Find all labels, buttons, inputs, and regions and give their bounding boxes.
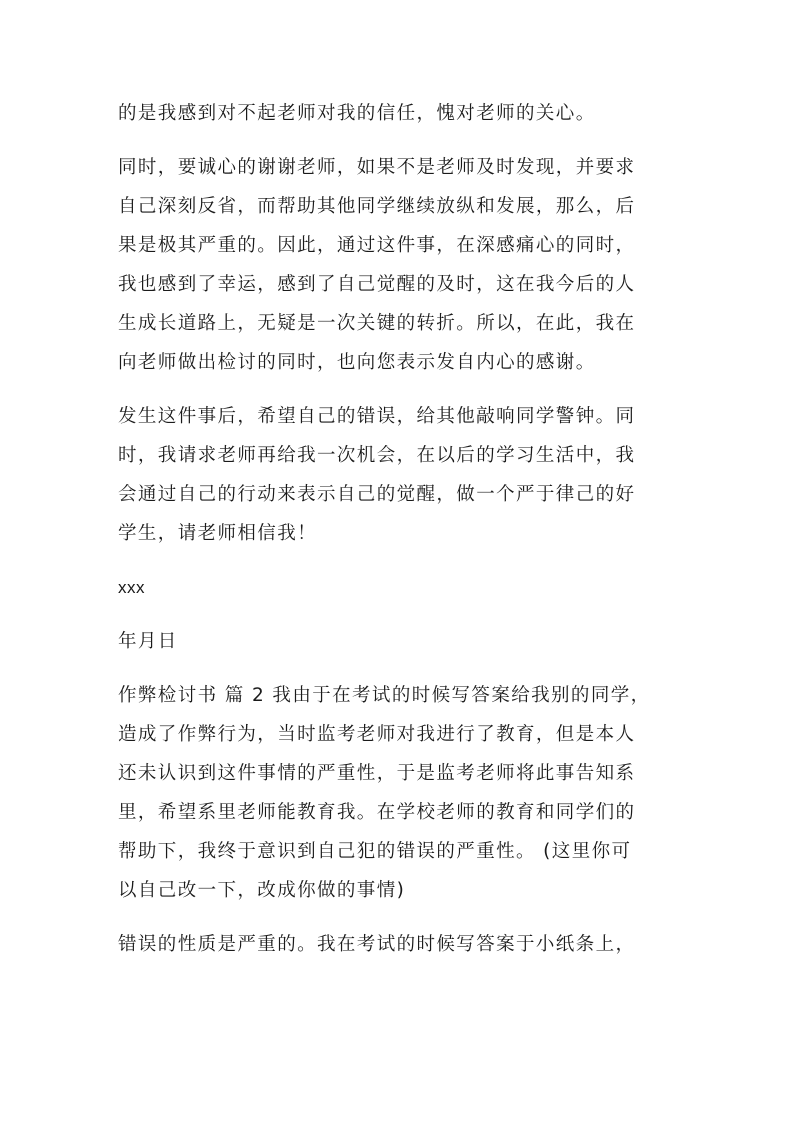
text-line: 年月日 bbox=[118, 631, 178, 652]
text-line: 我也感到了幸运，感到了自己觉醒的及时，这在我今后的人 bbox=[118, 274, 636, 295]
paragraph-essay-2-intro bbox=[118, 676, 678, 910]
paragraph-thanks bbox=[118, 148, 678, 382]
text-line: 向老师做出检讨的同时，也向您表示发自内心的感谢。 bbox=[118, 352, 596, 373]
paragraph-request bbox=[118, 397, 678, 553]
text-line: 的是我感到对不起老师对我的信任，愧对老师的关心。 bbox=[118, 103, 596, 124]
text-line: 会通过自己的行动来表示自己的觉醒，做一个严于律己的好 bbox=[118, 484, 636, 505]
text-line: 时，我请求老师再给我一次机会，在以后的学习生活中，我 bbox=[118, 445, 636, 466]
text-line: 以自己改一下，改成你做的事情) bbox=[118, 880, 406, 901]
signature-name bbox=[118, 568, 678, 607]
signature-date bbox=[118, 622, 678, 661]
text-line: 自己深刻反省，而帮助其他同学继续放纵和发展，那么，后 bbox=[118, 196, 636, 217]
text-line: 发生这件事后，希望自己的错误，给其他敲响同学警钟。同 bbox=[118, 406, 636, 427]
document-body bbox=[118, 94, 678, 979]
paragraph-apology-end bbox=[118, 94, 678, 133]
text-line: 还未认识到这件事情的严重性，于是监考老师将此事告知系 bbox=[118, 763, 636, 784]
text-line: 帮助下，我终于意识到自己犯的错误的严重性。 (这里你可 bbox=[118, 841, 632, 862]
text-line: xxx bbox=[118, 578, 145, 597]
text-line: 生成长道路上，无疑是一次关键的转折。所以，在此，我在 bbox=[118, 313, 636, 334]
text-line: 学生，请老师相信我！ bbox=[118, 523, 318, 544]
text-line: 造成了作弊行为，当时监考老师对我进行了教育，但是本人 bbox=[118, 724, 636, 745]
text-line: 里，希望系里老师能教育我。在学校老师的教育和同学们的 bbox=[118, 802, 636, 823]
text-line: 果是极其严重的。因此，通过这件事，在深感痛心的同时， bbox=[118, 235, 636, 256]
text-line: 作弊检讨书 篇 2 我由于在考试的时候写答案给我别的同学， bbox=[118, 685, 651, 706]
text-line: 错误的性质是严重的。我在考试的时候写答案于小纸条上， bbox=[118, 934, 636, 955]
paragraph-error-nature bbox=[118, 925, 678, 964]
text-line: 同时，要诚心的谢谢老师，如果不是老师及时发现，并要求 bbox=[118, 157, 636, 178]
